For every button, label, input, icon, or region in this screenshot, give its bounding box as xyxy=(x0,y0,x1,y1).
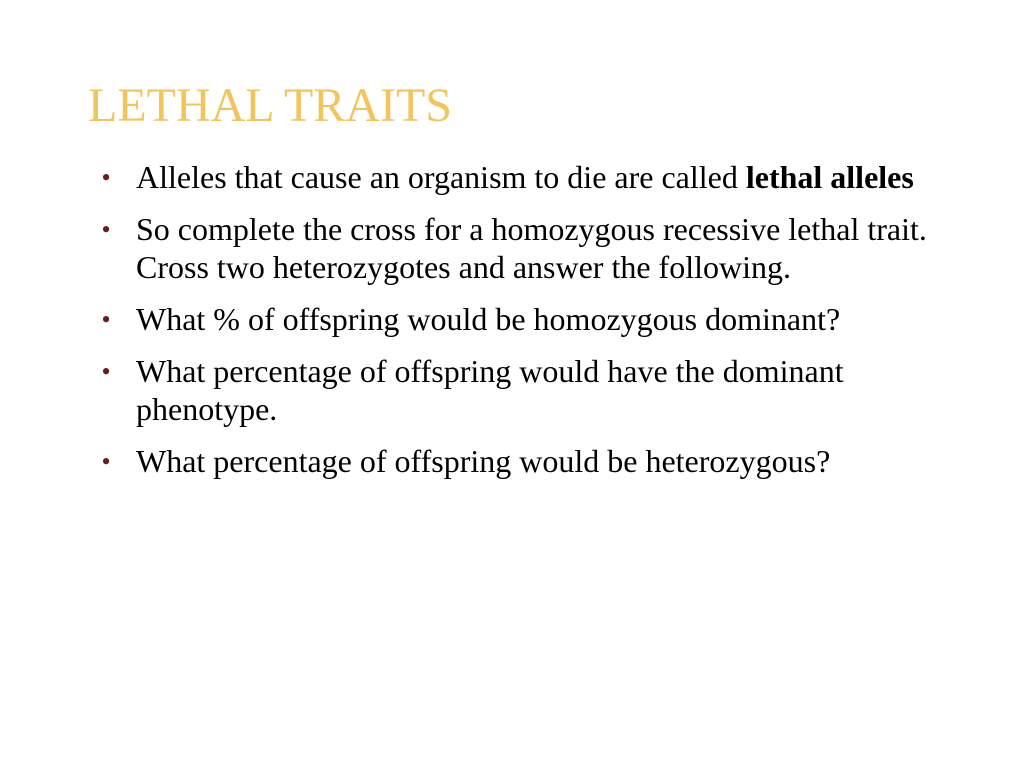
bullet-icon: • xyxy=(101,357,111,386)
bullet-item-complete-cross xyxy=(96,210,976,286)
bullet-icon: • xyxy=(101,163,111,192)
bold-term: lethal alleles xyxy=(745,159,914,195)
bullet-icon: • xyxy=(101,447,111,476)
bullet-item-dominant-phenotype xyxy=(96,352,976,428)
bullet-list xyxy=(96,158,976,494)
bullet-text: What % of offspring would be homozygous dominant? xyxy=(136,301,841,337)
bullet-item-lethal-alleles xyxy=(96,158,976,196)
bullet-text: What percentage of offspring would have the dominant phenotype. xyxy=(136,353,844,427)
bullet-text: What percentage of offspring would be heterozygous? xyxy=(136,443,831,479)
slide-title: LETHAL TRAITS xyxy=(88,79,452,132)
bullet-icon: • xyxy=(101,215,111,244)
bullet-text: Alleles that cause an organism to die are called xyxy=(136,159,746,195)
bullet-item-homozygous-dominant xyxy=(96,300,976,338)
bullet-text: So complete the cross for a homozygous recessive lethal trait. Cross two heterozygotes and answer the following. xyxy=(136,211,927,285)
bullet-icon: • xyxy=(101,305,111,334)
bullet-item-heterozygous xyxy=(96,442,976,480)
